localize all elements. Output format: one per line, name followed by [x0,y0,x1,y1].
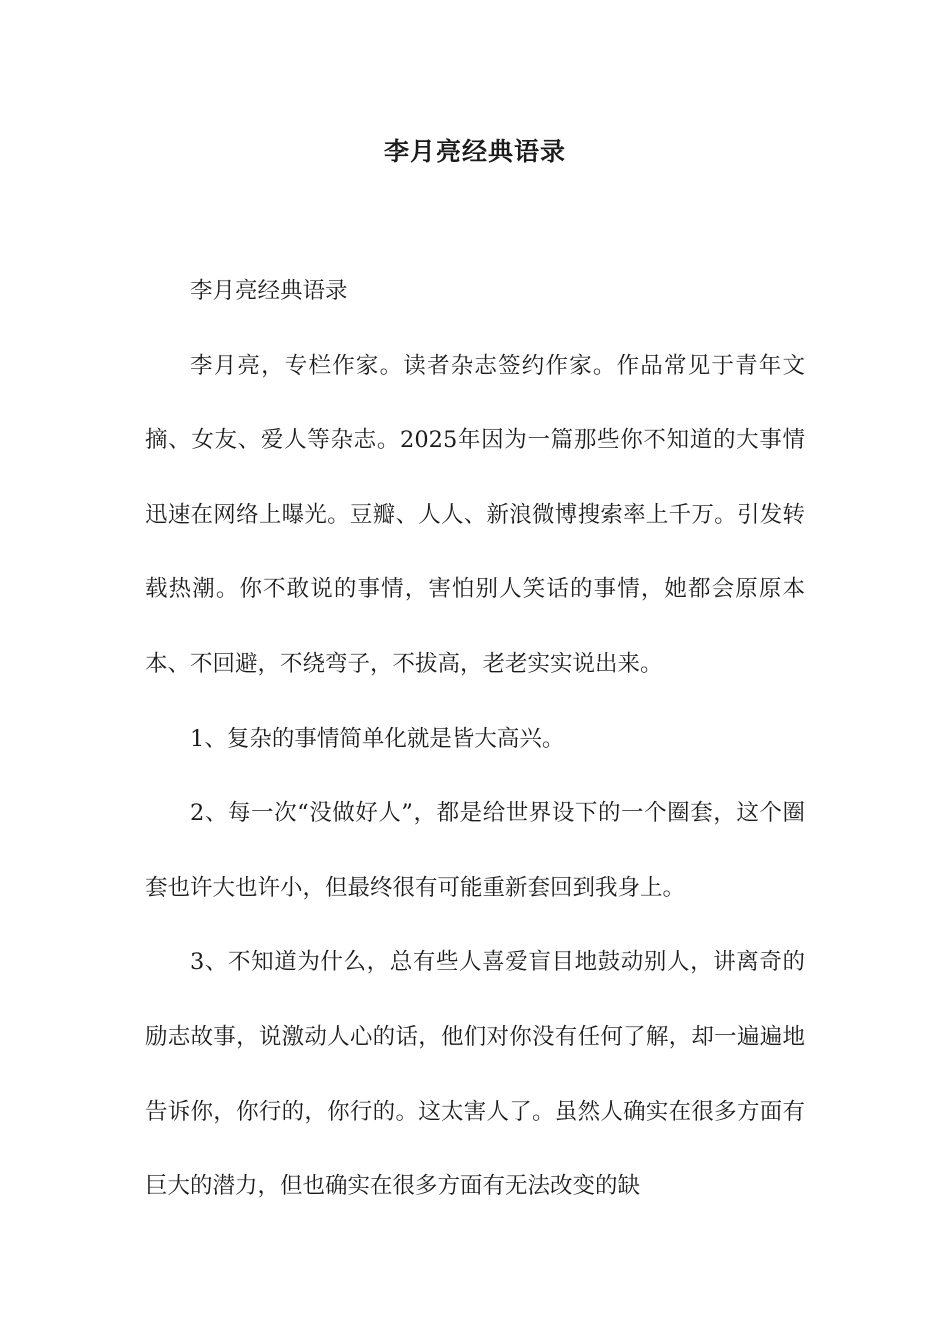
paragraph-intro: 李月亮，专栏作家。读者杂志签约作家。作品常见于青年文摘、女友、爱人等杂志。2025年因为一篇那些你不知道的大事情迅速在网络上曝光。豆瓣、人人、新浪微博搜索率上千万。引发转载热潮。你不敢说的事情，害怕别人笑话的事情，她都会原原本本、不回避，不绕弯子，不拔高，老老实实说出来。 [145,352,805,677]
document-body [145,254,805,1224]
quote-1: 1、复杂的事情简单化就是皆大高兴。 [190,725,565,752]
paragraph-heading: 李月亮经典语录 [190,278,348,304]
document-title: 李月亮经典语录 [383,137,566,166]
quote-2: 2、每一次“没做好人”，都是给世界设下的一个圈套，这个圈套也许大也许小，但最终很有可能重新套回到我身上。 [145,800,805,901]
quote-3: 3、不知道为什么，总有些人喜爱盲目地鼓动别人，讲离奇的励志故事，说激动人心的话，他们对你没有任何了解，却一遍遍地告诉你，你行的，你行的。这太害人了。虽然人确实在很多方面有巨大的潜力，但也确实在很多方面有无法改变的缺 [145,949,805,1200]
